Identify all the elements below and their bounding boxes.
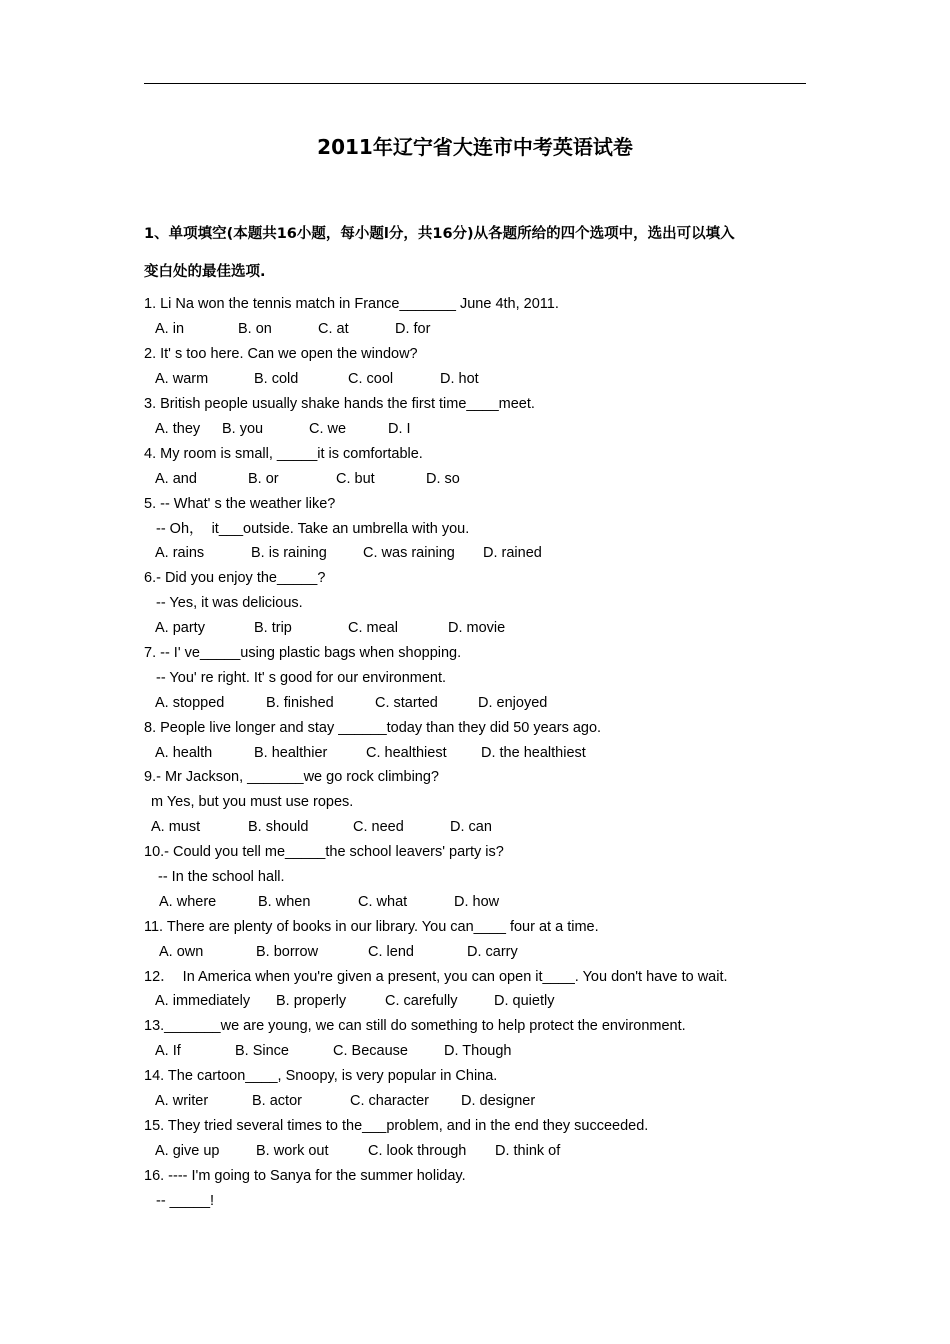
answer-option: C. was raining: [363, 545, 455, 561]
answer-option: B. when: [258, 894, 311, 910]
question-text: m Yes, but you must use ropes.: [151, 794, 354, 810]
answer-option: C. but: [336, 471, 375, 487]
answer-options: [0, 1140, 700, 1162]
question-text: 10.- Could you tell me_____the school leavers' party is?: [144, 844, 504, 860]
question-text: 8. People live longer and stay ______today than they did 50 years ago.: [144, 720, 602, 736]
answer-option: B. or: [248, 471, 279, 487]
answer-option: C. Because: [333, 1043, 408, 1059]
answer-option: C. carefully: [385, 993, 458, 1009]
answer-option: C. we: [309, 421, 347, 437]
answer-option: C. lend: [368, 944, 414, 960]
answer-option: A. writer: [155, 1093, 209, 1109]
answer-option: B. finished: [266, 695, 334, 711]
answer-option: B. work out: [256, 1143, 329, 1159]
question-text: 9.- Mr Jackson, _______we go rock climbing?: [144, 769, 439, 785]
answer-option: C. healthiest: [366, 745, 447, 761]
answer-option: B. healthier: [254, 745, 328, 761]
header-rule: [144, 83, 806, 84]
answer-options: [0, 941, 700, 963]
answer-option: B. Since: [235, 1043, 289, 1059]
section-heading-line-2: 变白处的最佳选项.: [144, 264, 266, 280]
answer-option: D. think of: [495, 1143, 561, 1159]
question-text: 16. ---- I'm going to Sanya for the summer holiday.: [144, 1168, 466, 1184]
answer-options: [0, 542, 700, 564]
answer-option: D. quietly: [494, 993, 555, 1009]
answer-option: D. movie: [448, 620, 506, 636]
question-text: -- You' re right. It' s good for our environment.: [156, 670, 447, 686]
answer-option: D. so: [426, 471, 460, 487]
answer-option: B. should: [248, 819, 309, 835]
question-text: 12． In America when you're given a present, you can open it____. You don't have to wait.: [144, 969, 728, 985]
answer-options: [0, 891, 700, 913]
answer-options: [0, 318, 700, 340]
answer-options: [0, 692, 700, 714]
answer-option: C. meal: [348, 620, 398, 636]
answer-option: D. how: [454, 894, 500, 910]
question-text: -- In the school hall.: [158, 869, 285, 885]
answer-option: A. immediately: [155, 993, 251, 1009]
answer-option: C. started: [375, 695, 438, 711]
question-text: 6.- Did you enjoy the_____?: [144, 570, 326, 586]
answer-option: B. properly: [276, 993, 347, 1009]
answer-option: A. rains: [155, 545, 205, 561]
question-text: -- Yes, it was delicious.: [156, 595, 303, 611]
answer-option: D. hot: [440, 371, 479, 387]
answer-options: [0, 617, 700, 639]
question-text: 2. It' s too here. Can we open the window?: [144, 346, 418, 362]
answer-option: C. look through: [368, 1143, 467, 1159]
answer-option: D. for: [395, 321, 431, 337]
question-text: 5. -- What' s the weather like?: [144, 496, 336, 512]
answer-option: D. rained: [483, 545, 542, 561]
answer-option: D. carry: [467, 944, 518, 960]
answer-option: A. and: [155, 471, 197, 487]
answer-option: B. borrow: [256, 944, 319, 960]
answer-option: C. need: [353, 819, 404, 835]
question-text: 11. There are plenty of books in our library. You can____ four at a time.: [144, 919, 599, 935]
answer-option: D. can: [450, 819, 492, 835]
question-text: 15. They tried several times to the___problem, and in the end they succeeded.: [144, 1118, 649, 1134]
answer-option: C. what: [358, 894, 408, 910]
answer-options: [0, 468, 700, 490]
section-heading-line-1: 1、单项填空(本题共16小题，每小题l分，共16分)从各题所给的四个选项中，选出可以填入: [144, 226, 735, 242]
answer-option: D. enjoyed: [478, 695, 548, 711]
answer-option: B. cold: [254, 371, 299, 387]
answer-option: D. the healthiest: [481, 745, 586, 761]
answer-options: [0, 418, 700, 440]
answer-option: A. in: [155, 321, 185, 337]
question-text: -- _____!: [156, 1193, 215, 1209]
answer-options: [0, 1090, 700, 1112]
question-text: 3. British people usually shake hands the first time____meet.: [144, 396, 535, 412]
answer-option: C. cool: [348, 371, 394, 387]
answer-option: B. you: [222, 421, 264, 437]
answer-options: [0, 742, 700, 764]
answer-options: [0, 1040, 700, 1062]
answer-option: D. designer: [461, 1093, 536, 1109]
answer-options: [0, 368, 700, 390]
answer-option: B. actor: [252, 1093, 302, 1109]
answer-options: [0, 990, 700, 1012]
question-text: 14. The cartoon____, Snoopy, is very popular in China.: [144, 1068, 498, 1084]
answer-option: A. health: [155, 745, 213, 761]
answer-option: A. party: [155, 620, 205, 636]
answer-option: D. I: [388, 421, 411, 437]
answer-option: C. at: [318, 321, 349, 337]
question-text: 1. Li Na won the tennis match in France_______ June 4th, 2011.: [144, 296, 559, 312]
answer-option: B. on: [238, 321, 272, 337]
answer-option: A. warm: [155, 371, 209, 387]
answer-option: A. stopped: [155, 695, 225, 711]
answer-option: A. own: [159, 944, 204, 960]
document-title: 2011年辽宁省大连市中考英语试卷: [317, 135, 633, 159]
answer-option: A. If: [155, 1043, 181, 1059]
question-text: 7. -- I' ve_____using plastic bags when shopping.: [144, 645, 462, 661]
answer-option: B. trip: [254, 620, 292, 636]
question-text: 4. My room is small, _____it is comfortable.: [144, 446, 423, 462]
answer-option: B. is raining: [251, 545, 327, 561]
answer-options: [0, 816, 700, 838]
question-text: 13._______we are young, we can still do something to help protect the environment.: [144, 1018, 686, 1034]
answer-option: D. Though: [444, 1043, 512, 1059]
answer-option: C. character: [350, 1093, 429, 1109]
answer-option: A. they: [155, 421, 201, 437]
answer-option: A. give up: [155, 1143, 220, 1159]
question-text: -- Oh， it___outside. Take an umbrella with you.: [156, 521, 470, 537]
answer-option: A. must: [151, 819, 201, 835]
answer-option: A. where: [159, 894, 217, 910]
